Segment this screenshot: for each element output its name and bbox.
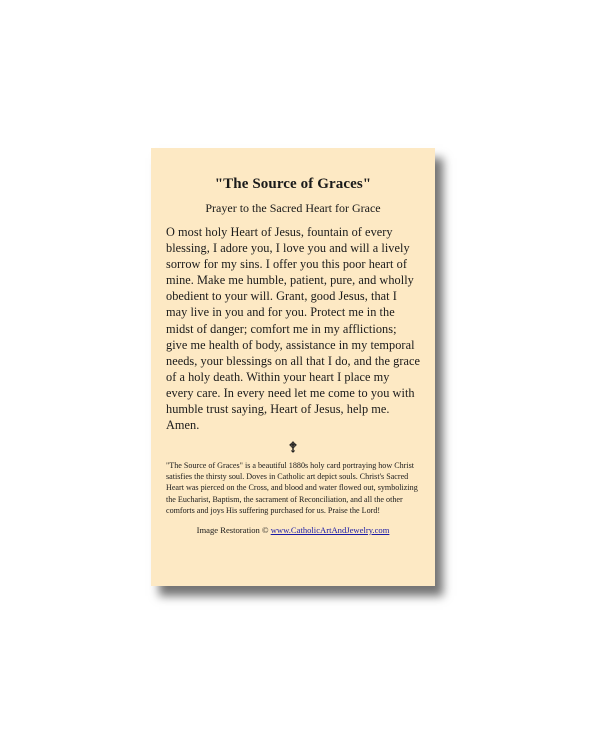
cross-ornament-icon bbox=[288, 441, 298, 453]
image-credit bbox=[166, 525, 420, 536]
card-subtitle: Prayer to the Sacred Heart for Grace bbox=[205, 201, 381, 215]
prayer-text: O most holy Heart of Jesus, fountain of every blessing, I adore you, I love you and will a lively sorrow for my sins. I offer you this poor heart of mine. Make me humble, patient, pure, and wholly obedient to your will. Grant, good Jesus, that I may live in you and for you. Protect me in the midst of danger; comfort me in my afflictions; give me health of body, assistance in my temporal needs, your blessings on all that I do, and the grace of a holy death. Within your heart I place my every care. In every need let me come to you with humble trust saying, Heart of Jesus, help me. Amen. bbox=[166, 225, 420, 433]
ornament-divider bbox=[166, 441, 420, 453]
credit-link[interactable]: www.CatholicArtAndJewelry.com bbox=[270, 524, 390, 535]
card-description: "The Source of Graces" is a beautiful 1880s holy card portraying how Christ satisfies the thirsty soul. Doves in Catholic art depict souls. Christ's Sacred Heart was pierced on the Cross, and blood and water flowed out, symbolizing the Eucharist, Baptism, the sacrament of Reconciliation, and all the other comforts and joys His suffering purchased for us. Praise the Lord! bbox=[166, 461, 418, 515]
card-title: "The Source of Graces" bbox=[214, 176, 372, 192]
prayer-card bbox=[151, 148, 435, 586]
credit-label: Image Restoration © bbox=[196, 524, 269, 535]
